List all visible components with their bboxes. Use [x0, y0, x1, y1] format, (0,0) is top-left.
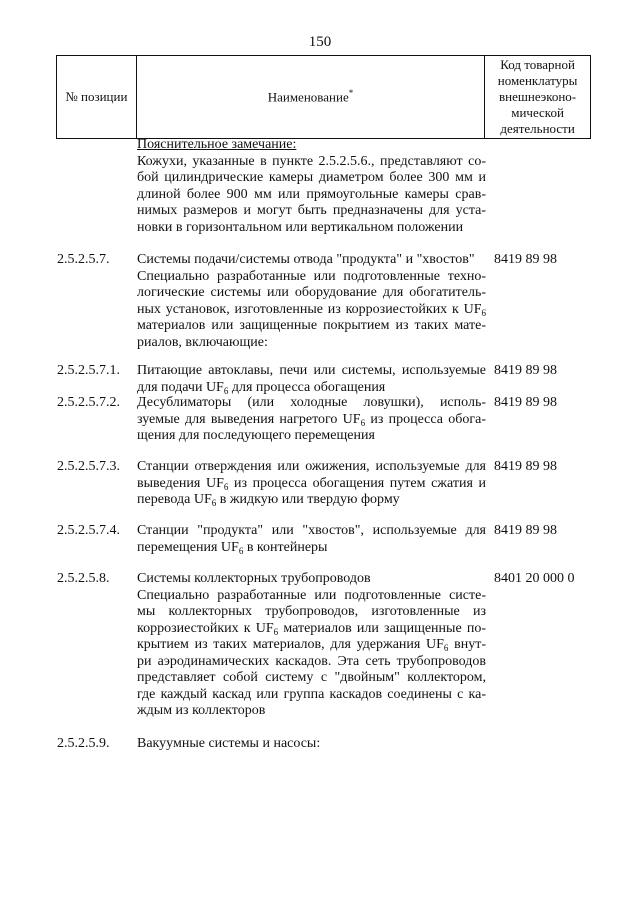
position-number: 2.5.2.5.7.1. [57, 363, 120, 378]
note-line: длиной более 900 мм или прямоугольные камеры срав- [137, 186, 486, 202]
row-text-line: где каждый каскад или группа каскадов соединены с ка- [137, 686, 486, 702]
position-number: 2.5.2.5.8. [57, 571, 110, 586]
row-text-line: Вакуумные системы и насосы: [137, 736, 321, 751]
code-header-line: номенклатуры [497, 73, 578, 88]
page-number: 150 [308, 34, 332, 50]
row-text-line: перевода $UF_6$ в жидкую или твердую форму [137, 492, 400, 508]
row-text-line: ри аэродинамических каскадов. Эта сеть трубопроводов [137, 653, 486, 669]
row-text-line: для подачи $UF_6$ для процесса обогащения [137, 379, 386, 396]
row-text-line: выведения $UF_6$ из процесса обогащения путем сжатия и [137, 475, 487, 492]
name-header-label: Наименование [267, 89, 349, 105]
position-number: 2.5.2.5.7. [57, 252, 110, 267]
position-number: 2.5.2.5.7.2. [57, 395, 120, 410]
footnote-mark: * [348, 88, 354, 99]
row-text-line: мы коллекторных трубопроводов, изготовленные из [137, 604, 486, 619]
table-header [56, 55, 591, 139]
note-title: Пояснительное замечание: [137, 137, 297, 152]
row-text-line: риалов, включающие: [137, 334, 268, 350]
code-column-header [485, 56, 591, 139]
row-text-line: Питающие автоклавы, печи или системы, используемые [137, 363, 486, 378]
commodity-code: 8419 89 98 [494, 523, 557, 538]
code-header-line: мической [511, 105, 564, 120]
row-text-line: перемещения $UF_6$ в контейнеры [137, 539, 328, 556]
position-header-label: № позиции [65, 89, 128, 104]
commodity-code: 8419 89 98 [494, 395, 557, 410]
note-line: бой цилиндрические камеры диаметром более 300 мм и [137, 170, 486, 185]
commodity-code: 8419 89 98 [494, 252, 557, 267]
position-number: 2.5.2.5.7.3. [57, 459, 120, 474]
commodity-code: 8419 89 98 [494, 363, 557, 378]
commodity-code: 8419 89 98 [494, 459, 557, 474]
row-text-line: крытием из таких материалов, для удержания $UF_6$ внут- [137, 637, 486, 653]
row-text-line: Системы коллекторных трубопроводов [137, 571, 371, 586]
note-line: новки в горизонтальном или вертикальном положении [137, 219, 464, 235]
position-number: 2.5.2.5.9. [57, 736, 110, 751]
row-text-line: логические системы или оборудование для обогатитель- [137, 285, 486, 300]
code-header-line: Код товарной [500, 57, 575, 72]
row-text-line: Станции "продукта" или "хвостов", используемые для [137, 523, 486, 538]
position-number: 2.5.2.5.7.4. [57, 523, 120, 538]
row-text-line: коррозиестойких к $UF_6$ материалов или защищенные по- [137, 620, 486, 637]
code-header-line: внешнеэконо- [499, 89, 577, 104]
row-text-line: Системы подачи/системы отвода "продукта" и "хвостов" [137, 252, 475, 267]
row-text-line: Специально разработанные или подготовленные систе- [137, 587, 486, 603]
row-text-line: зуемые для выведения нагретого $UF_6$ из процесса обога- [137, 411, 486, 428]
row-text-line: Специально разработанные или подготовленные техно- [137, 268, 486, 284]
note-line: нимых размеров и могут быть предназначены для уста- [137, 203, 486, 218]
name-column-header [136, 56, 484, 139]
row-text-line: материалов или защищенные покрытием из таких мате- [137, 318, 486, 333]
row-text-line: ждым из коллекторов [137, 703, 266, 718]
row-text-line: щения для последующего перемещения [137, 428, 375, 443]
commodity-code: 8401 20 000 0 [494, 571, 575, 586]
row-text-line: представляет собой систему с "двойным" коллектором, [137, 670, 486, 685]
position-column-header [57, 56, 137, 139]
note-line: Кожухи, указанные в пункте 2.5.2.5.6., представляют со- [137, 153, 486, 169]
row-text-line: ных установок, изготовленные из коррозиестойких к $UF_6$ [137, 301, 486, 318]
row-text-line: Станции отверждения или ожижения, используемые для [137, 459, 486, 474]
row-text-line: Десублиматоры (или холодные ловушки), исполь- [137, 395, 486, 410]
code-header-line: деятельности [500, 121, 575, 136]
